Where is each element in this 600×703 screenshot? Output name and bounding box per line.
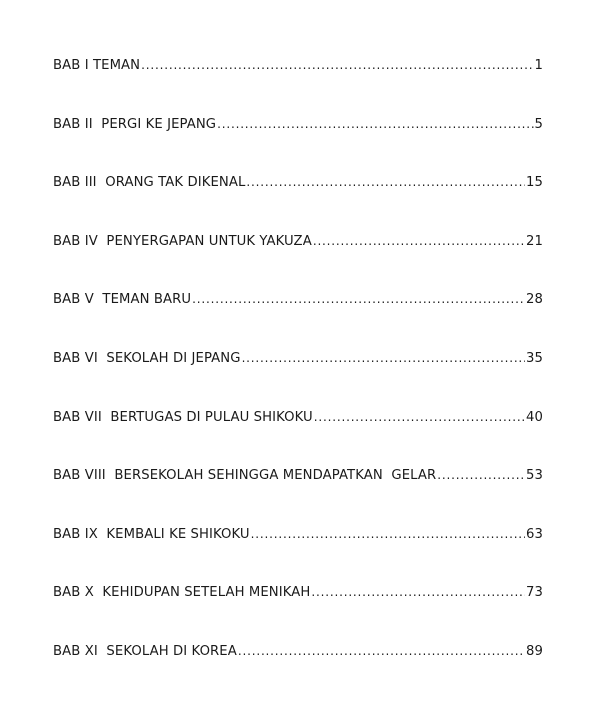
dot-leader [192, 292, 525, 306]
toc-entry-title: BAB II PERGI KE JEPANG [53, 116, 217, 132]
toc-entry-page: 1 [534, 58, 543, 73]
toc-entry-10[interactable] [53, 585, 543, 611]
toc-entry-title: BAB IX KEMBALI KE SHIKOKU [53, 526, 250, 542]
dot-leader [437, 468, 525, 482]
dot-leader [246, 175, 525, 189]
toc-entry-title: BAB V TEMAN BARU [53, 292, 192, 308]
dot-leader [313, 234, 525, 248]
toc-entry-page: 63 [526, 526, 543, 542]
dot-leader [141, 58, 533, 72]
toc-entry-5[interactable] [53, 292, 543, 318]
toc-entry-page: 21 [526, 233, 543, 249]
dot-leader [314, 410, 525, 424]
toc-entry-title: BAB VII BERTUGAS DI PULAU SHIKOKU [53, 409, 313, 425]
dot-leader [311, 585, 525, 599]
table-of-contents [53, 58, 543, 703]
toc-entry-page: 73 [526, 585, 543, 601]
toc-entry-title: BAB III ORANG TAK DIKENAL [53, 175, 246, 191]
toc-entry-page: 5 [534, 116, 543, 132]
toc-entry-8[interactable] [53, 468, 543, 494]
dot-leader [242, 351, 525, 365]
toc-entry-page: 28 [526, 292, 543, 308]
dot-leader [251, 527, 525, 541]
toc-entry-2[interactable] [53, 117, 543, 143]
toc-entry-6[interactable] [53, 351, 543, 377]
toc-entry-title: BAB I TEMAN [53, 58, 141, 73]
toc-entry-page: 53 [526, 468, 543, 484]
toc-entry-7[interactable] [53, 410, 543, 436]
toc-entry-page: 89 [526, 643, 543, 659]
toc-entry-title: BAB VIII BERSEKOLAH SEHINGGA MENDAPATKAN GELAR [53, 468, 437, 484]
toc-entry-4[interactable] [53, 234, 543, 260]
toc-entry-page: 40 [526, 409, 543, 425]
toc-entry-11[interactable] [53, 644, 543, 670]
toc-entry-title: BAB XI SEKOLAH DI KOREA [53, 643, 237, 659]
toc-entry-3[interactable] [53, 175, 543, 201]
toc-entry-page: 15 [526, 175, 543, 191]
toc-entry-title: BAB X KEHIDUPAN SETELAH MENIKAH [53, 585, 311, 601]
toc-entry-page: 35 [526, 350, 543, 366]
toc-entry-title: BAB IV PENYERGAPAN UNTUK YAKUZA [53, 233, 312, 249]
toc-entry-1[interactable] [53, 58, 543, 84]
toc-entry-title: BAB VI SEKOLAH DI JEPANG [53, 350, 241, 366]
dot-leader [238, 644, 525, 658]
toc-entry-9[interactable] [53, 527, 543, 553]
dot-leader [217, 117, 533, 131]
